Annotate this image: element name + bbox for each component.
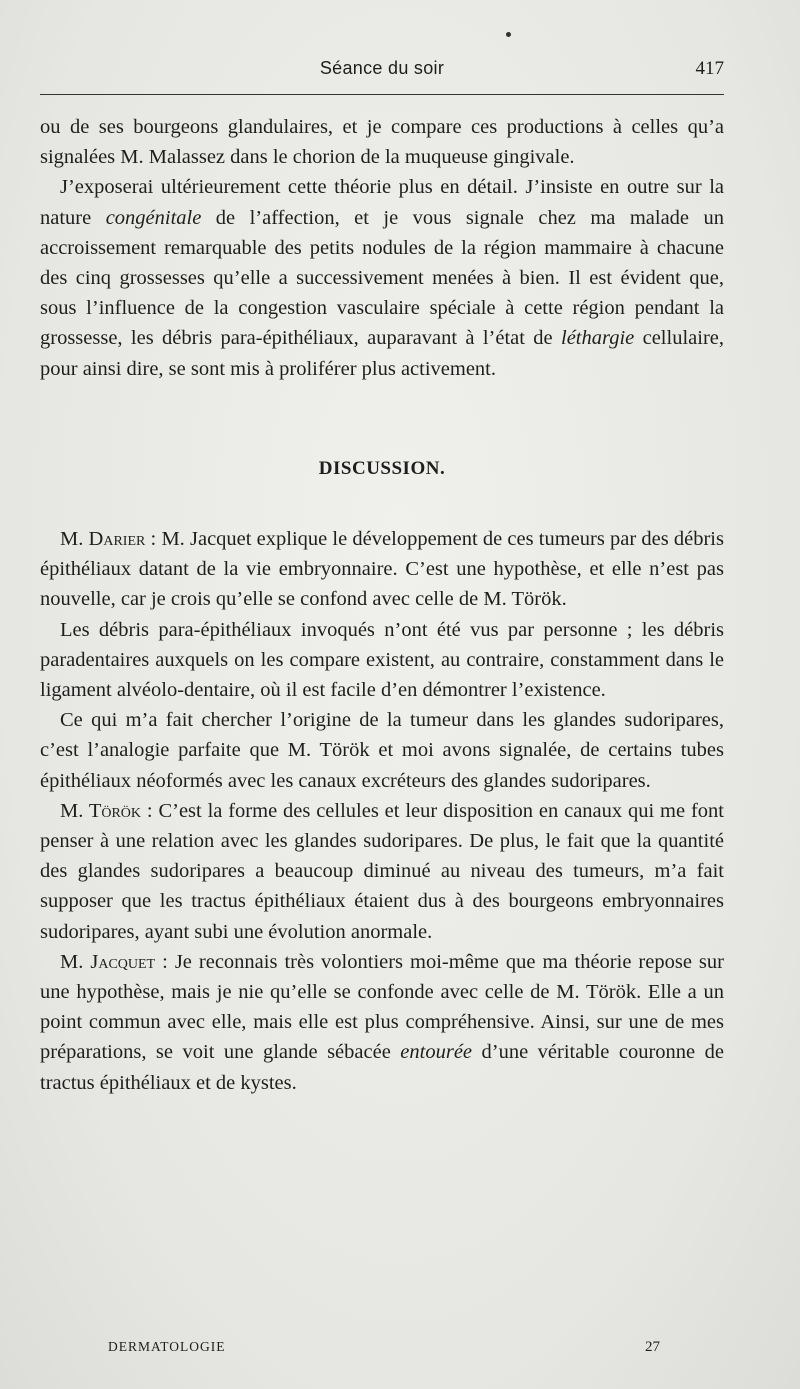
text-run: : Je reconnais très volontiers moi-même que ma théorie repose sur une hypothèse, mais je nie qu’elle se confonde avec celle de M. Török. Elle a un point commun avec elle, mais elle est plus compréhensive. Ainsi, sur une de mes préparations, se voit une glande sébacée — [40, 950, 724, 1064]
text-run: ou de ses bourgeons glandulaires, et je compare ces productions à celles qu’a signalées M. Malassez dans le chorion de la muqueuse gingivale. — [40, 116, 724, 169]
page-footer — [108, 1339, 660, 1359]
text-run: de l’affection, et je vous signale chez ma malade un accroissement remarquable des petits nodules de la région mammaire à chacune des cinq grossesses qu’elle a successivement menées à bien. Il est évident que, sous l’influence de la congestion vasculaire spéciale à cette région pendant la grossesse, les débris para-épithéliaux, auparavant à l’état de — [40, 206, 724, 350]
speaker-name: M. Jacquet — [60, 950, 156, 973]
emphasis: léthargie — [561, 327, 635, 350]
body-text — [40, 112, 724, 1098]
text-run: : M. Jacquet explique le développement de ces tumeurs par des débris épithéliaux datant de la vie embryonnaire. C’est une hypothèse, et elle n’est pas nouvelle, car je crois qu’elle se confond avec celle de M. Török. — [40, 528, 724, 611]
text-run: d’une véritable couronne de tractus épithéliaux et de kystes. — [40, 1041, 724, 1094]
ink-speck — [506, 32, 511, 37]
text-run: J’exposerai ultérieurement cette théorie plus en détail. J’insiste en outre sur la nature — [40, 176, 724, 229]
paragraph — [40, 947, 724, 1098]
running-title: Séance du soir — [319, 58, 445, 78]
section-heading: DISCUSSION. — [318, 457, 446, 479]
sheet-number: 27 — [645, 1339, 660, 1355]
paragraph — [40, 524, 724, 615]
text-run: : C’est la forme des cellules et leur disposition en canaux qui me font penser à une relation avec les glandes sudoripares. De plus, le fait que la quantité des glandes sudoripares a beaucoup diminué au niveau des tumeurs, m’a fait supposer que les tractus épithéliaux étaient dus à des bourgeons embryonnaires sudoripares, ayant subi une évolution anormale. — [40, 799, 724, 943]
text-run: Les débris para-épithéliaux invoqués n’ont été vus par personne ; les débris paradentaires auxquels on les compare existent, au contraire, constamment dans le ligament alvéolo-dentaire, où il est facile d’en démontrer l’existence. — [40, 618, 724, 702]
speaker-name: M. Török — [60, 799, 142, 822]
header-rule — [40, 94, 724, 95]
paragraph — [40, 172, 724, 383]
speaker-name: M. Darier — [60, 528, 146, 551]
paragraph — [40, 615, 724, 706]
page-number: 417 — [695, 58, 724, 79]
paragraph — [40, 705, 724, 796]
text-run: cellulaire, pour ainsi dire, se sont mis à proliférer plus activement. — [40, 327, 724, 380]
signature-mark: DERMATOLOGIE — [108, 1339, 226, 1354]
emphasis: congénitale — [105, 206, 202, 229]
text-run: Ce qui m’a fait chercher l’origine de la tumeur dans les glandes sudoripares, c’est l’analogie parfaite que M. Török et moi avons signalée, de certains tubes épithéliaux néoformés avec les canaux excréteurs des glandes sudoripares. — [40, 709, 724, 792]
emphasis: entourée — [400, 1041, 473, 1064]
paragraph — [40, 112, 724, 172]
paragraph — [40, 796, 724, 947]
page-header — [40, 58, 724, 80]
